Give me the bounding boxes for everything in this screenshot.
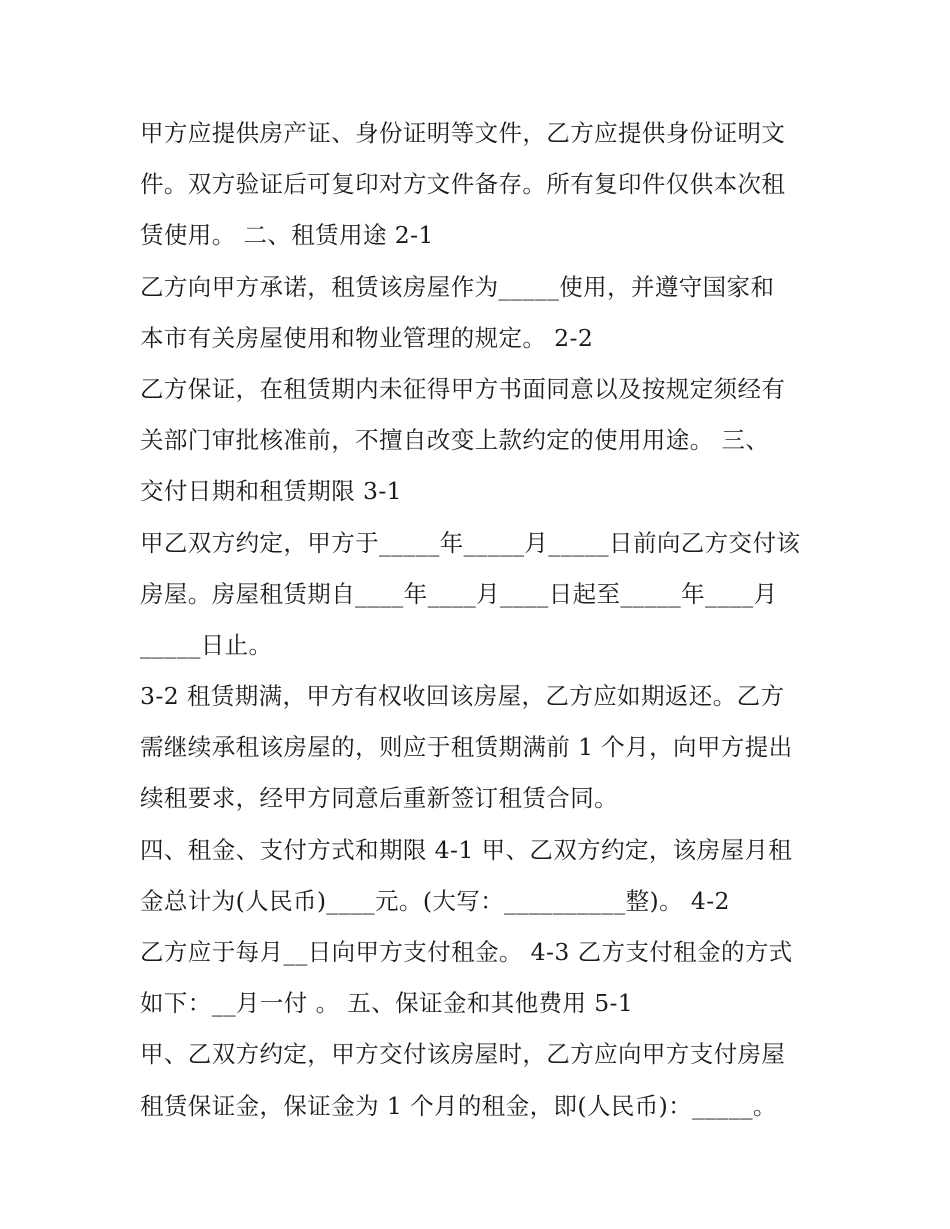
text-line: 赁使用。 二、租赁用途 2-1 <box>140 221 434 250</box>
text-line: 续租要求，经甲方同意后重新签订租赁合同。 <box>140 784 618 813</box>
text-line: 乙方保证，在租赁期内未征得甲方书面同意以及按规定须经有 <box>140 374 786 403</box>
text-line: _____日止。 <box>140 630 273 659</box>
text-line: 乙方向甲方承诺，租赁该房屋作为_____使用，并遵守国家和 <box>140 272 775 301</box>
text-line: 金总计为(人民币)____元。(大写：__________整)。 4-2 <box>140 886 730 915</box>
text-line: 交付日期和租赁期限 3-1 <box>140 477 403 506</box>
text-line: 3-2 租赁期满，甲方有权收回该房屋，乙方应如期返还。乙方 <box>140 682 785 711</box>
text-line: 房屋。房屋租赁期自____年____月____日起至_____年____月 <box>140 579 778 608</box>
text-line: 甲方应提供房产证、身份证明等文件，乙方应提供身份证明文 <box>140 119 786 147</box>
text-line: 四、租金、支付方式和期限 4-1 甲、乙双方约定，该房屋月租 <box>140 835 793 864</box>
text-line: 如下：__月一付 。 五、保证金和其他费用 5-1 <box>140 989 634 1018</box>
contract-body-text <box>140 108 820 1132</box>
text-line: 需继续承租该房屋的，则应于租赁期满前 1 个月，向甲方提出 <box>140 733 793 762</box>
text-line: 甲乙双方约定，甲方于_____年_____月_____日前向乙方交付该 <box>140 528 801 557</box>
text-line: 乙方应于每月__日向甲方支付租金。 4-3 乙方支付租金的方式 <box>140 938 793 966</box>
text-line: 甲、乙双方约定，甲方交付该房屋时，乙方应向甲方支付房屋 <box>140 1040 786 1069</box>
text-line: 件。双方验证后可复印对方文件备存。所有复印件仅供本次租 <box>140 170 786 199</box>
text-line: 本市有关房屋使用和物业管理的规定。 2-2 <box>140 323 594 352</box>
text-line: 关部门审批核准前，不擅自改变上款约定的使用用途。 三、 <box>140 426 770 455</box>
text-line: 租赁保证金，保证金为 1 个月的租金，即(人民币)：_____。 <box>140 1091 777 1120</box>
